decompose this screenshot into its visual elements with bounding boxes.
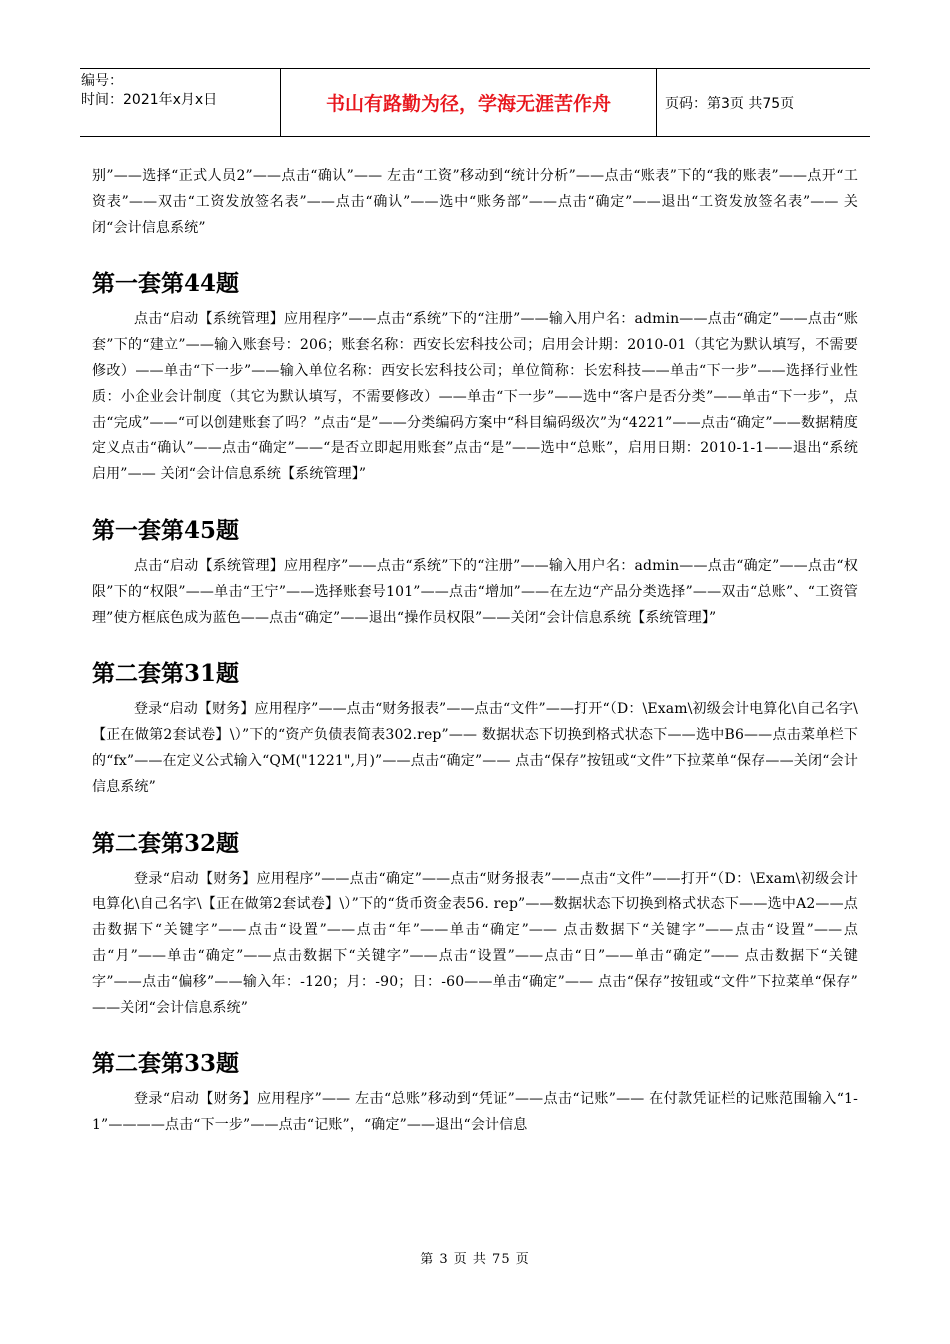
header-meta [80,69,281,136]
section-2-33 [92,1049,858,1139]
section-2-31 [92,659,858,800]
section-title: 第一套第44题 [92,270,240,298]
document-body [92,164,858,1139]
header-motto: 书山有路勤为径，学海无涯苦作舟 [281,69,657,136]
doc-time-label: 时间：2021年x月x日 [81,92,218,108]
section-title: 第二套第33题 [92,1050,240,1078]
intro-paragraph: 别”——选择“正式人员2”——点击“确认”—— 左击“工资”移动到“统计分析”——点击“账表”下的“我的账表”——点开“工资表”——双击“工资发放签名表”——点击“确认”——选中“账务部”——点击“确定”——退出“工资发放签名表”—— 关闭“会计信息系统” [92,168,858,236]
section-body: 点击“启动【系统管理】应用程序”——点击“系统”下的“注册”——输入用户名：admin——点击“确定”——点击“权限”下的“权限”——单击“王宁”——选择账套号101”——点击“增加”——在左边“产品分类选择”——双击“总账”、“工资管理”使方框底色成为蓝色——点击“确定”——退出“操作员权限”——关闭“会计信息系统【系统管理】” [92,557,858,626]
section-title: 第一套第45题 [92,516,240,544]
page-header [80,68,870,137]
doc-number-label: 编号： [81,73,123,89]
page-footer: 第 3 页 共 75 页 [420,1252,530,1267]
section-title: 第二套第32题 [92,829,240,857]
section-body: 登录“启动【财务】应用程序”——点击“财务报表”——点击“文件”——打开“（D：\Exam\初级会计电算化\自己名字\【正在做第2套试卷】\）”下的“资产负债表简表302.rep”—— 数据状态下切换到格式状态下——选中B6——点击菜单栏下的“fx”——在定义公式输入“QM("1221",月)”——点击“确定”—— 点击“保存”按钮或“文件”下拉菜单“保存——关闭“会计信息系统” [92,701,858,795]
section-body: 登录“启动【财务】应用程序”——点击“确定”——点击“财务报表”——点击“文件”——打开“（D：\Exam\初级会计电算化\自己名字\【正在做第2套试卷】\）”下的“货币资金表56. rep”——数据状态下切换到格式状态下——选中A2——点击数据下“关键字”——点击“设置”——点击“年”——单击“确定”—— 点击数据下“关键字”——点击“设置”——点击“月”——单击“确定”——点击数据下“关键字”——点击“设置”——点击“日”——单击“确定”—— 点击数据下“关键字”——点击“偏移”——输入年：-120；月：-90；日：-60——单击“确定”—— 点击“保存”按钮或“文件”下拉菜单“保存” ——关闭“会计信息系统” [92,870,858,1016]
header-page-info: 页码：第3页 共75页 [665,95,795,112]
section-1-45 [92,516,858,631]
section-title: 第二套第31题 [92,660,240,688]
section-1-44 [92,269,858,488]
section-body: 登录“启动【财务】应用程序”—— 左击“总账”移动到“凭证”——点击“记账”—— 在付款凭证栏的记账范围输入“1-1”————点击“下一步”——点击“记账”，“确定”——退出“会计信息 [92,1091,858,1134]
section-body: 点击“启动【系统管理】应用程序”——点击“系统”下的“注册”——输入用户名：admin——点击“确定”——点击“账套”下的“建立”——输入账套号：206；账套名称：西安长宏科技公司；启用会计期：2010-01（其它为默认填写，不需要修改）——单击“下一步”——输入单位名称：西安长宏科技公司；单位简称：长宏科技——单击“下一步”——选择行业性质：小企业会计制度（其它为默认填写，不需要修改）——单击“下一步”——选中“客户是否分类”——单击“下一步”，点击“完成”——“可以创建账套了吗？”点击“是”——分类编码方案中“科目编码级次”为“4221”——点击“确定”——数据精度定义点击“确认”——点击“确定”——“是否立即起用账套”点击“是”——选中“总账”，启用日期：2010-1-1——退出“系统启用”—— 关闭“会计信息系统【系统管理】” [92,311,858,483]
section-2-32 [92,829,858,1022]
